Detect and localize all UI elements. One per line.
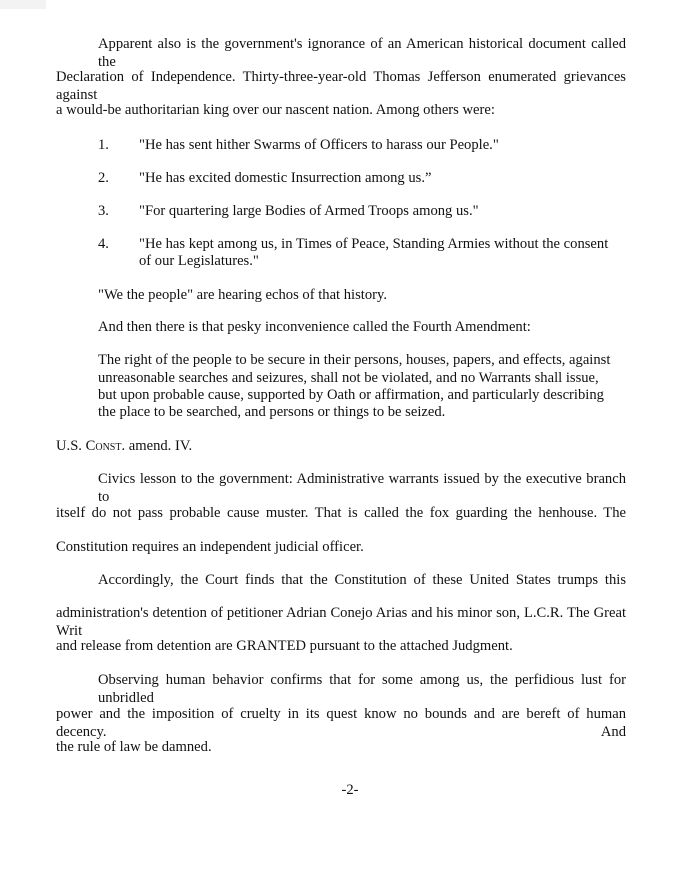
paragraph-line: the rule of law be damned. <box>56 739 212 755</box>
paragraph-line: "We the people" are hearing echos of that history. <box>98 287 387 303</box>
list-item: "He has excited domestic Insurrection among us.” <box>139 170 432 186</box>
page-number: -2- <box>341 782 359 798</box>
list-item: "For quartering large Bodies of Armed Troops among us." <box>139 203 479 219</box>
paragraph-line: itself do not pass probable cause muster. That is called the fox guarding the henhouse. The <box>56 505 626 521</box>
quote-line: unreasonable searches and seizures, shall not be violated, and no Warrants shall issue, <box>98 370 599 386</box>
quote-line: The right of the people to be secure in their persons, houses, papers, and effects, against <box>98 352 611 368</box>
citation-suffix: . amend. IV. <box>121 438 193 454</box>
citation-prefix: U.S. <box>56 438 86 454</box>
paragraph-line: Apparent also is the government's ignorance of an American historical document called the <box>98 36 626 70</box>
paragraph-line: Civics lesson to the government: Administrative warrants issued by the executive branch to <box>98 471 626 505</box>
paragraph-line: And then there is that pesky inconvenience called the Fourth Amendment: <box>98 319 531 335</box>
paragraph-line: Accordingly, the Court finds that the Constitution of these United States trumps this <box>98 572 626 588</box>
quote-line: but upon probable cause, supported by Oath or affirmation, and particularly describing <box>98 387 604 403</box>
list-item: "He has kept among us, in Times of Peace, Standing Armies without the consent <box>139 236 609 252</box>
list-number: 3. <box>98 203 109 219</box>
list-number: 2. <box>98 170 109 186</box>
paragraph-line: power and the imposition of cruelty in its quest know no bounds and are bereft of human decency. And <box>56 706 626 740</box>
list-item: "He has sent hither Swarms of Officers to harass our People." <box>139 137 499 153</box>
paragraph-line: administration's detention of petitioner Adrian Conejo Arias and his minor son, L.C.R. The Great Writ <box>56 605 626 639</box>
citation <box>56 437 192 455</box>
list-number: 1. <box>98 137 109 153</box>
paragraph-line: a would-be authoritarian king over our nascent nation. Among others were: <box>56 102 495 118</box>
paragraph-line: Constitution requires an independent judicial officer. <box>56 539 364 555</box>
quote-line: the place to be searched, and persons or things to be seized. <box>98 404 446 420</box>
paragraph-line: and release from detention are GRANTED pursuant to the attached Judgment. <box>56 638 513 654</box>
list-item-continuation: of our Legislatures." <box>139 253 259 269</box>
paragraph-line: Observing human behavior confirms that for some among us, the perfidious lust for unbridled <box>98 672 626 706</box>
paragraph-line: Declaration of Independence. Thirty-three-year-old Thomas Jefferson enumerated grievances against <box>56 69 626 103</box>
citation-smallcaps: Const <box>85 438 122 454</box>
list-number: 4. <box>98 236 109 252</box>
scan-corner-mark <box>0 0 46 9</box>
